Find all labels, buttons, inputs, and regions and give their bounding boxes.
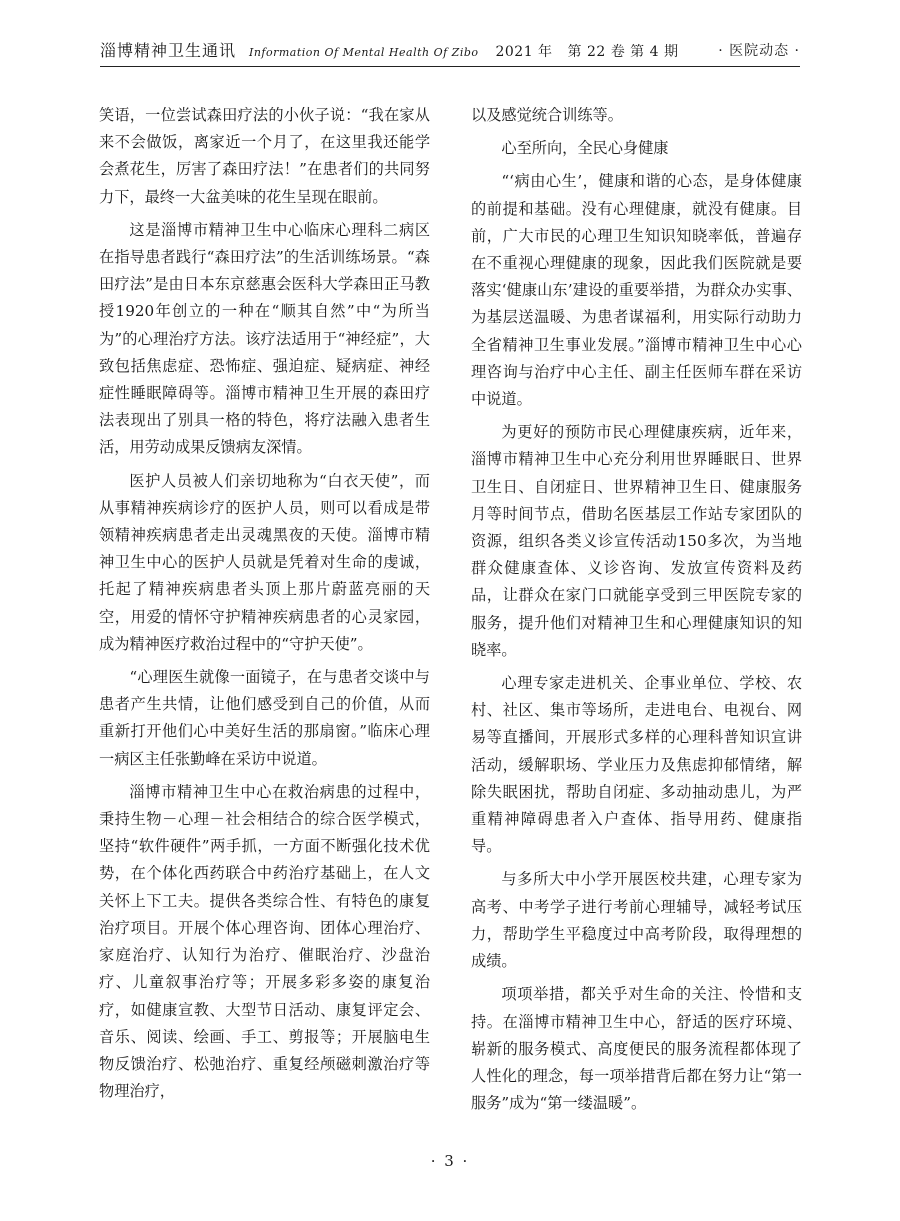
page-number: · 3 · [430, 1152, 470, 1170]
running-header [100, 40, 800, 67]
left-column [99, 102, 430, 1111]
paragraph: “心理医生就像一面镜子，在与患者交谈中与患者产生共情，让他们感受到自己的价值，从而重新打开他们心中美好生活的那扇窗。”临床心理一病区主任张勤峰在采访中说道。 [99, 668, 430, 768]
journal-year: 2021 年 [495, 44, 553, 60]
journal-info [100, 40, 679, 64]
paragraph: 笑语，一位尝试森田疗法的小伙子说：“我在家从来不会做饭，离家近一个月了，在这里我还能学会煮花生，厉害了森田疗法！”在患者们的共同努力下，最终一大盆美味的花生呈现在眼前。 [99, 106, 430, 206]
right-column [471, 102, 802, 1123]
journal-volume: 第 22 卷 第 4 期 [567, 44, 679, 60]
paragraph: 这是淄博市精神卫生中心临床心理科二病区在指导患者践行“森田疗法”的生活训练场景。“森田疗法”是由日本东京慈惠会医科大学森田正马教授1920年创立的一种在“顺其自然”中“为所当为”的心理治疗方法。该疗法适用于“神经症”，大致包括焦虑症、恐怖症、强迫症、疑病症、神经症性睡眠障碍等。淄博市精神卫生开展的森田疗法表现出了别具一格的特色，将疗法融入患者生活，用劳动成果反馈病友深情。 [99, 220, 430, 457]
paragraph: 与多所大中小学开展医校共建，心理专家为高考、中考学子进行考前心理辅导，减轻考试压力，帮助学生平稳度过中高考阶段，取得理想的成绩。 [471, 870, 802, 971]
paragraph: 为更好的预防市民心理健康疾病，近年来，淄博市精神卫生中心充分利用世界睡眠日、世界卫生日、自闭症日、世界精神卫生日、健康服务月等时间节点，借助名医基层工作站专家团队的资源，组织各类义诊宣传活动150多次，为当地群众健康查体、义诊咨询、发放宣传资料及药品，让群众在家门口就能享受到三甲医院专家的服务，提升他们对精神卫生和心理健康知识的知晓率。 [471, 423, 802, 659]
paragraph: 心理专家走进机关、企事业单位、学校、农村、社区、集市等场所，走进电台、电视台、网易等直播间，开展形式多样的心理科普知识宣讲活动，缓解职场、学业压力及焦虑抑郁情绪，解除失眠困扰，帮助自闭症、多动抽动患儿，为严重精神障碍患者入户查体、指导用药、健康指导。 [471, 674, 802, 856]
paragraph: 医护人员被人们亲切地称为“白衣天使”，而从事精神疾病诊疗的医护人员，则可以看成是带领精神疾病患者走出灵魂黑夜的天使。淄博市精神卫生中心的医护人员就是凭着对生命的虔诚，托起了精神疾病患者头顶上那片蔚蓝亮丽的天空，用爱的情怀守护精神疾病患者的心灵家园，成为精神医疗救治过程中的“守护天使”。 [99, 471, 430, 653]
journal-english-title: Information Of Mental Health Of Zibo [248, 46, 479, 59]
section-label: · 医院动态 · [718, 43, 800, 59]
paragraph: “‘病由心生’，健康和谐的心态，是身体健康的前提和基础。没有心理健康，就没有健康。目前，广大市民的心理卫生知识知晓率低，普遍存在不重视心理健康的现象，因此我们医院就是要落实‘健康山东’建设的重要举措，为群众办实事、为基层送温暖、为患者谋福利，用实际行动助力全省精神卫生事业发展。”淄博市精神卫生中心心理咨询与治疗中心主任、副主任医师车群在采访中说道。 [471, 172, 802, 409]
paragraph: 项项举措，都关乎对生命的关注、怜惜和支持。在淄博市精神卫生中心，舒适的医疗环境、崭新的服务模式、高度便民的服务流程都体现了人性化的理念，每一项举措背后都在努力让“第一服务”成为“第一缕温暖”。 [471, 985, 802, 1113]
journal-title: 淄博精神卫生通讯 [100, 41, 237, 60]
paragraph: 以及感觉统合训练等。 [471, 106, 623, 124]
paragraph: 淄博市精神卫生中心在救治病患的过程中，秉持生物－心理－社会相结合的综合医学模式，坚持“软件硬件”两手抓，一方面不断强化技术优势，在个体化西药联合中药治疗基础上，在人文关怀上下工夫。提供各类综合性、有特色的康复治疗项目。开展个体心理咨询、团体心理治疗、家庭治疗、认知行为治疗、催眠治疗、沙盘治疗、儿童叙事治疗等；开展多彩多姿的康复治疗，如健康宣教、大型节日活动、康复评定会、音乐、阅读、绘画、手工、剪报等；开展脑电生物反馈治疗、松弛治疗、重复经颅磁刺激治疗等物理治疗， [99, 782, 430, 1101]
section-heading: 心至所向，全民心身健康 [501, 139, 669, 158]
